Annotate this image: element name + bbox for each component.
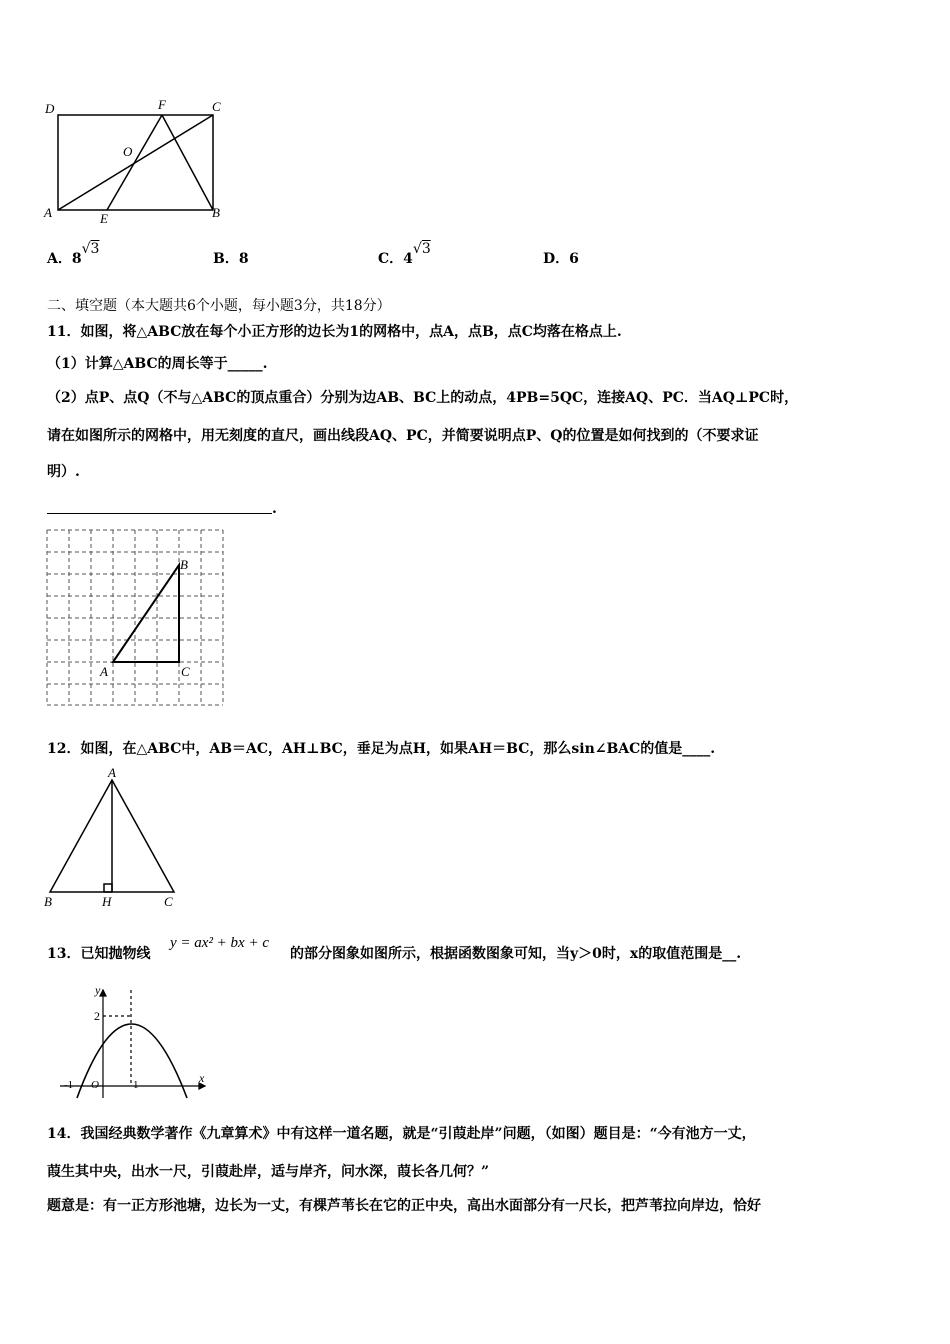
tick-label-neg1: -1 xyxy=(64,1079,74,1091)
q14-line1: 14．我国经典数学著作《九章算术》中有这样一道名题，就是“引葭赴岸”问题，（如图）题目是：“今有池方一丈， xyxy=(47,1126,756,1142)
q13-parabola-graph xyxy=(55,980,215,1100)
q14-line2: 葭生其中央，出水一尺，引葭赴岸，适与岸齐，问水深，葭长各几何？” xyxy=(47,1164,490,1180)
option-c[interactable]: C．4√3 xyxy=(378,241,431,267)
right-angle-mark xyxy=(104,884,112,892)
q11-part2-line1: （2）点P、点Q（不与△ABC的顶点重合）分别为边AB、BC上的动点，4PB=5QC，连接AQ、PC．当AQ⊥PC时， xyxy=(47,390,799,406)
rectangle-figure xyxy=(40,95,240,225)
label-D: D xyxy=(45,101,55,116)
grid-label-B: B xyxy=(180,557,188,572)
q13-formula: y = ax² + bx + c xyxy=(170,935,269,951)
q11-part2-line3: 明）. xyxy=(47,464,80,480)
axis-label-x: x xyxy=(199,1071,205,1085)
q11-answer-line[interactable] xyxy=(47,512,272,514)
label-E: E xyxy=(100,211,108,225)
option-d[interactable]: D．6 xyxy=(543,251,579,267)
q11-answer-end: . xyxy=(272,501,277,517)
q11-stem: 11．如图，将△ABC放在每个小正方形的边长为1的网格中，点A，点B，点C均落在格点上. xyxy=(47,324,622,340)
grid-label-C: C xyxy=(181,664,190,679)
line-fb xyxy=(162,115,213,210)
q14-line3: 题意是：有一正方形池塘，边长为一丈，有棵芦苇长在它的正中央，高出水面部分有一尺长，把芦苇拉向岸边，恰好 xyxy=(47,1198,761,1214)
label-F: F xyxy=(158,97,166,112)
label-C: C xyxy=(212,99,221,114)
tick-label-2: 2 xyxy=(94,1009,100,1023)
q12-label-C: C xyxy=(164,894,173,909)
section-title: 二、填空题（本大题共6个小题，每小题3分，共18分） xyxy=(47,298,391,314)
q12-triangle-figure xyxy=(40,765,185,915)
q13-prefix: 13．已知抛物线 xyxy=(47,946,151,962)
q12-label-H: H xyxy=(102,894,112,909)
label-O: O xyxy=(123,144,133,159)
q11-part1: （1）计算△ABC的周长等于_____. xyxy=(47,356,268,372)
q13-suffix: 的部分图象如图所示，根据函数图象可知，当y＞0时，x的取值范围是__. xyxy=(290,946,742,962)
q12-stem: 12．如图，在△ABC中，AB＝AC，AH⊥BC，垂足为点H，如果AH＝BC，那么sin∠BAC的值是____. xyxy=(47,741,716,757)
label-B: B xyxy=(212,205,220,220)
q12-label-B: B xyxy=(44,894,52,909)
label-A: A xyxy=(44,205,52,220)
option-a[interactable]: A．8√3 xyxy=(47,241,100,267)
grid-label-A: A xyxy=(100,664,108,679)
diag-ac xyxy=(58,115,213,210)
tick-label-o: O xyxy=(91,1079,99,1091)
triangle-abc xyxy=(113,565,179,662)
q11-part2-line2: 请在如图所示的网格中，用无刻度的直尺，画出线段AQ、PC，并简要说明点P、Q的位置是如何找到的（不要求证 xyxy=(47,428,759,444)
tick-label-1: 1 xyxy=(133,1079,139,1091)
q11-grid-figure xyxy=(40,525,230,710)
q12-label-A: A xyxy=(108,765,116,780)
line-fe xyxy=(107,115,162,210)
option-b[interactable]: B．8 xyxy=(213,251,249,267)
axis-label-y: y xyxy=(95,983,101,997)
